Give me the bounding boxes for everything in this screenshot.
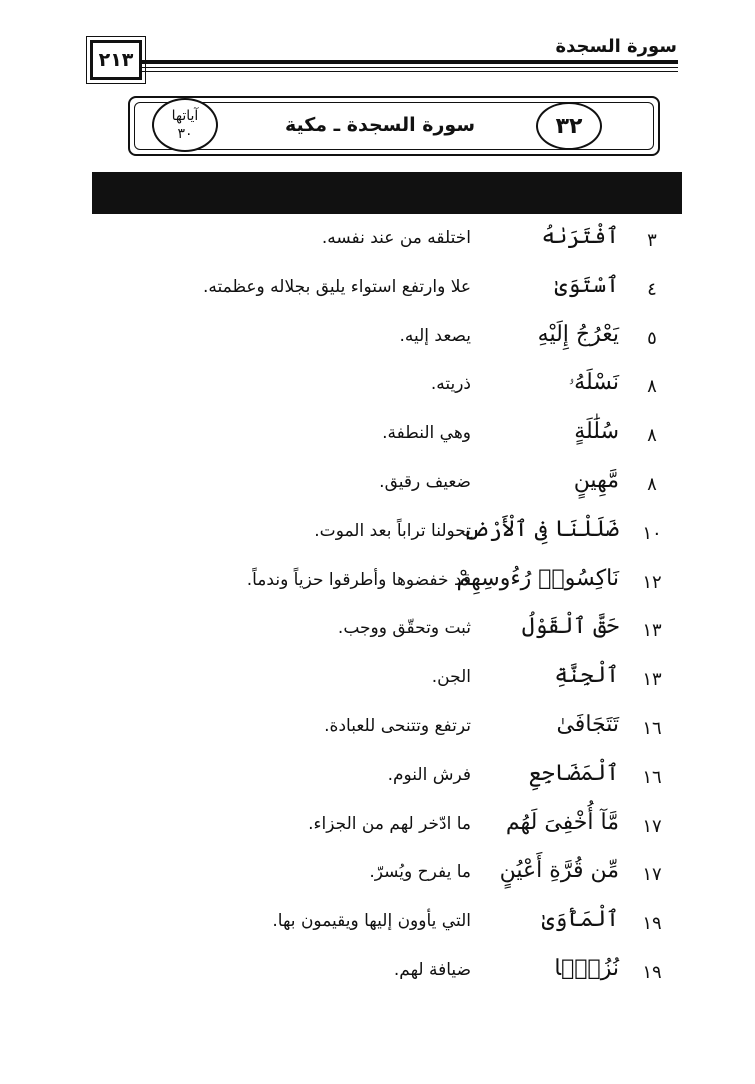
glossary-row (0, 808, 755, 857)
quran-word: ضَلَلْنَا فِى ٱلْأَرْضِ (463, 516, 619, 542)
word-meaning: علا وارتفع استواء يليق بجلاله وعظمته. (202, 276, 471, 297)
word-meaning: ذريته. (430, 374, 471, 395)
quran-word: نَسْلَهُۥ (568, 370, 619, 396)
word-meaning: تحولنا تراباً بعد الموت. (314, 520, 471, 541)
glossary-row (0, 271, 755, 320)
quran-word: حَقَّ ٱلْقَوْلُ (521, 614, 619, 640)
glossary-row (0, 320, 755, 369)
header-rule-thin (142, 67, 678, 68)
quran-word: نَاكِسُوا۟ رُءُوسِهِمْ (456, 565, 619, 591)
glossary-row (0, 417, 755, 466)
glossary-row (0, 466, 755, 515)
word-meaning: يصعد إليه. (399, 325, 471, 346)
verse-number: ٥ (647, 327, 657, 349)
quran-word: ٱسْتَوَىٰ (554, 272, 619, 298)
quran-word: تَتَجَافَىٰ (556, 711, 619, 737)
surah-title: سورة السجدة ـ مكية (284, 114, 476, 136)
verse-number: ١٩ (642, 913, 662, 935)
quran-word: يَعْرُجُ إِلَيْهِ (537, 321, 619, 347)
verse-number: ٣ (647, 230, 657, 251)
header-rule-thin-2 (142, 71, 678, 72)
ayat-label: آياتها (171, 108, 199, 124)
word-meaning: فرش النوم. (387, 764, 471, 785)
glossary-row (0, 661, 755, 710)
word-meaning: الجن. (431, 667, 471, 688)
verse-number: ١٢ (642, 571, 662, 593)
verse-number: ٤ (647, 278, 657, 300)
glossary-row (0, 612, 755, 661)
word-meaning: قد خفضوها وأطرقوا حزياً وندماً. (246, 569, 471, 590)
word-meaning: ضعيف رقيق. (379, 471, 471, 492)
glossary-row (0, 856, 755, 905)
header-rule-thick (142, 60, 678, 64)
word-meaning: ضيافة لهم. (393, 959, 471, 980)
quran-word: ٱلْجِنَّةِ (554, 663, 619, 689)
glossary-row (0, 710, 755, 759)
word-meaning: اختلقه من عند نفسه. (321, 228, 471, 248)
page-number: ٢١٣ (98, 49, 134, 71)
glossary-row (0, 564, 755, 613)
verse-number: ١٦ (642, 766, 662, 788)
verse-number: ١٣ (642, 620, 662, 642)
glossary-row (0, 515, 755, 564)
glossary-row (0, 905, 755, 954)
ayat-count: ٣٠ (177, 126, 193, 142)
verse-number: ٨ (647, 376, 657, 398)
verse-number: ١٧ (642, 815, 662, 837)
glossary-row (0, 222, 755, 271)
quran-word: مَّآ أُخْفِىَ لَهُم (505, 809, 619, 835)
verse-number: ٨ (647, 473, 657, 495)
black-band (92, 172, 682, 214)
quran-word: نُزُلًۢا (554, 955, 619, 981)
word-meaning: ما يفرح ويُسرّ. (369, 862, 471, 883)
quran-word: ٱلْمَضَاجِعِ (528, 760, 619, 786)
glossary-list (0, 222, 755, 1003)
word-meaning: وهي النطفة. (382, 423, 471, 444)
word-meaning: ترتفع وتتنحى للعبادة. (324, 715, 471, 736)
verse-number: ١٠ (642, 522, 662, 544)
verse-number: ١٩ (642, 961, 662, 983)
quran-word: مَّهِينٍ (573, 467, 619, 493)
glossary-row (0, 759, 755, 808)
verse-number: ١٦ (642, 717, 662, 739)
verse-number: ٨ (647, 425, 657, 447)
word-meaning: ثبت وتحقّق ووجب. (337, 618, 471, 639)
quran-word: ٱلْمَأْوَىٰ (541, 907, 619, 933)
surah-number-oval (536, 102, 602, 150)
word-meaning: ما ادّخر لهم من الجزاء. (308, 813, 471, 834)
glossary-row (0, 368, 755, 417)
glossary-row (0, 954, 755, 1003)
running-header-title: سورة السجدة (555, 36, 677, 57)
word-meaning: التي يأوون إليها ويقيمون بها. (272, 911, 471, 932)
quran-word: سُلَٰلَةٍ (574, 419, 619, 445)
surah-number: ٣٢ (555, 113, 583, 139)
quran-word: ٱفْتَرَىٰهُ (541, 224, 619, 249)
page-number-box (90, 40, 142, 80)
quran-word: مِّن قُرَّةِ أَعْيُنٍ (499, 858, 619, 884)
verse-number: ١٧ (642, 864, 662, 886)
ayat-count-oval (152, 98, 218, 152)
verse-number: ١٣ (642, 669, 662, 691)
